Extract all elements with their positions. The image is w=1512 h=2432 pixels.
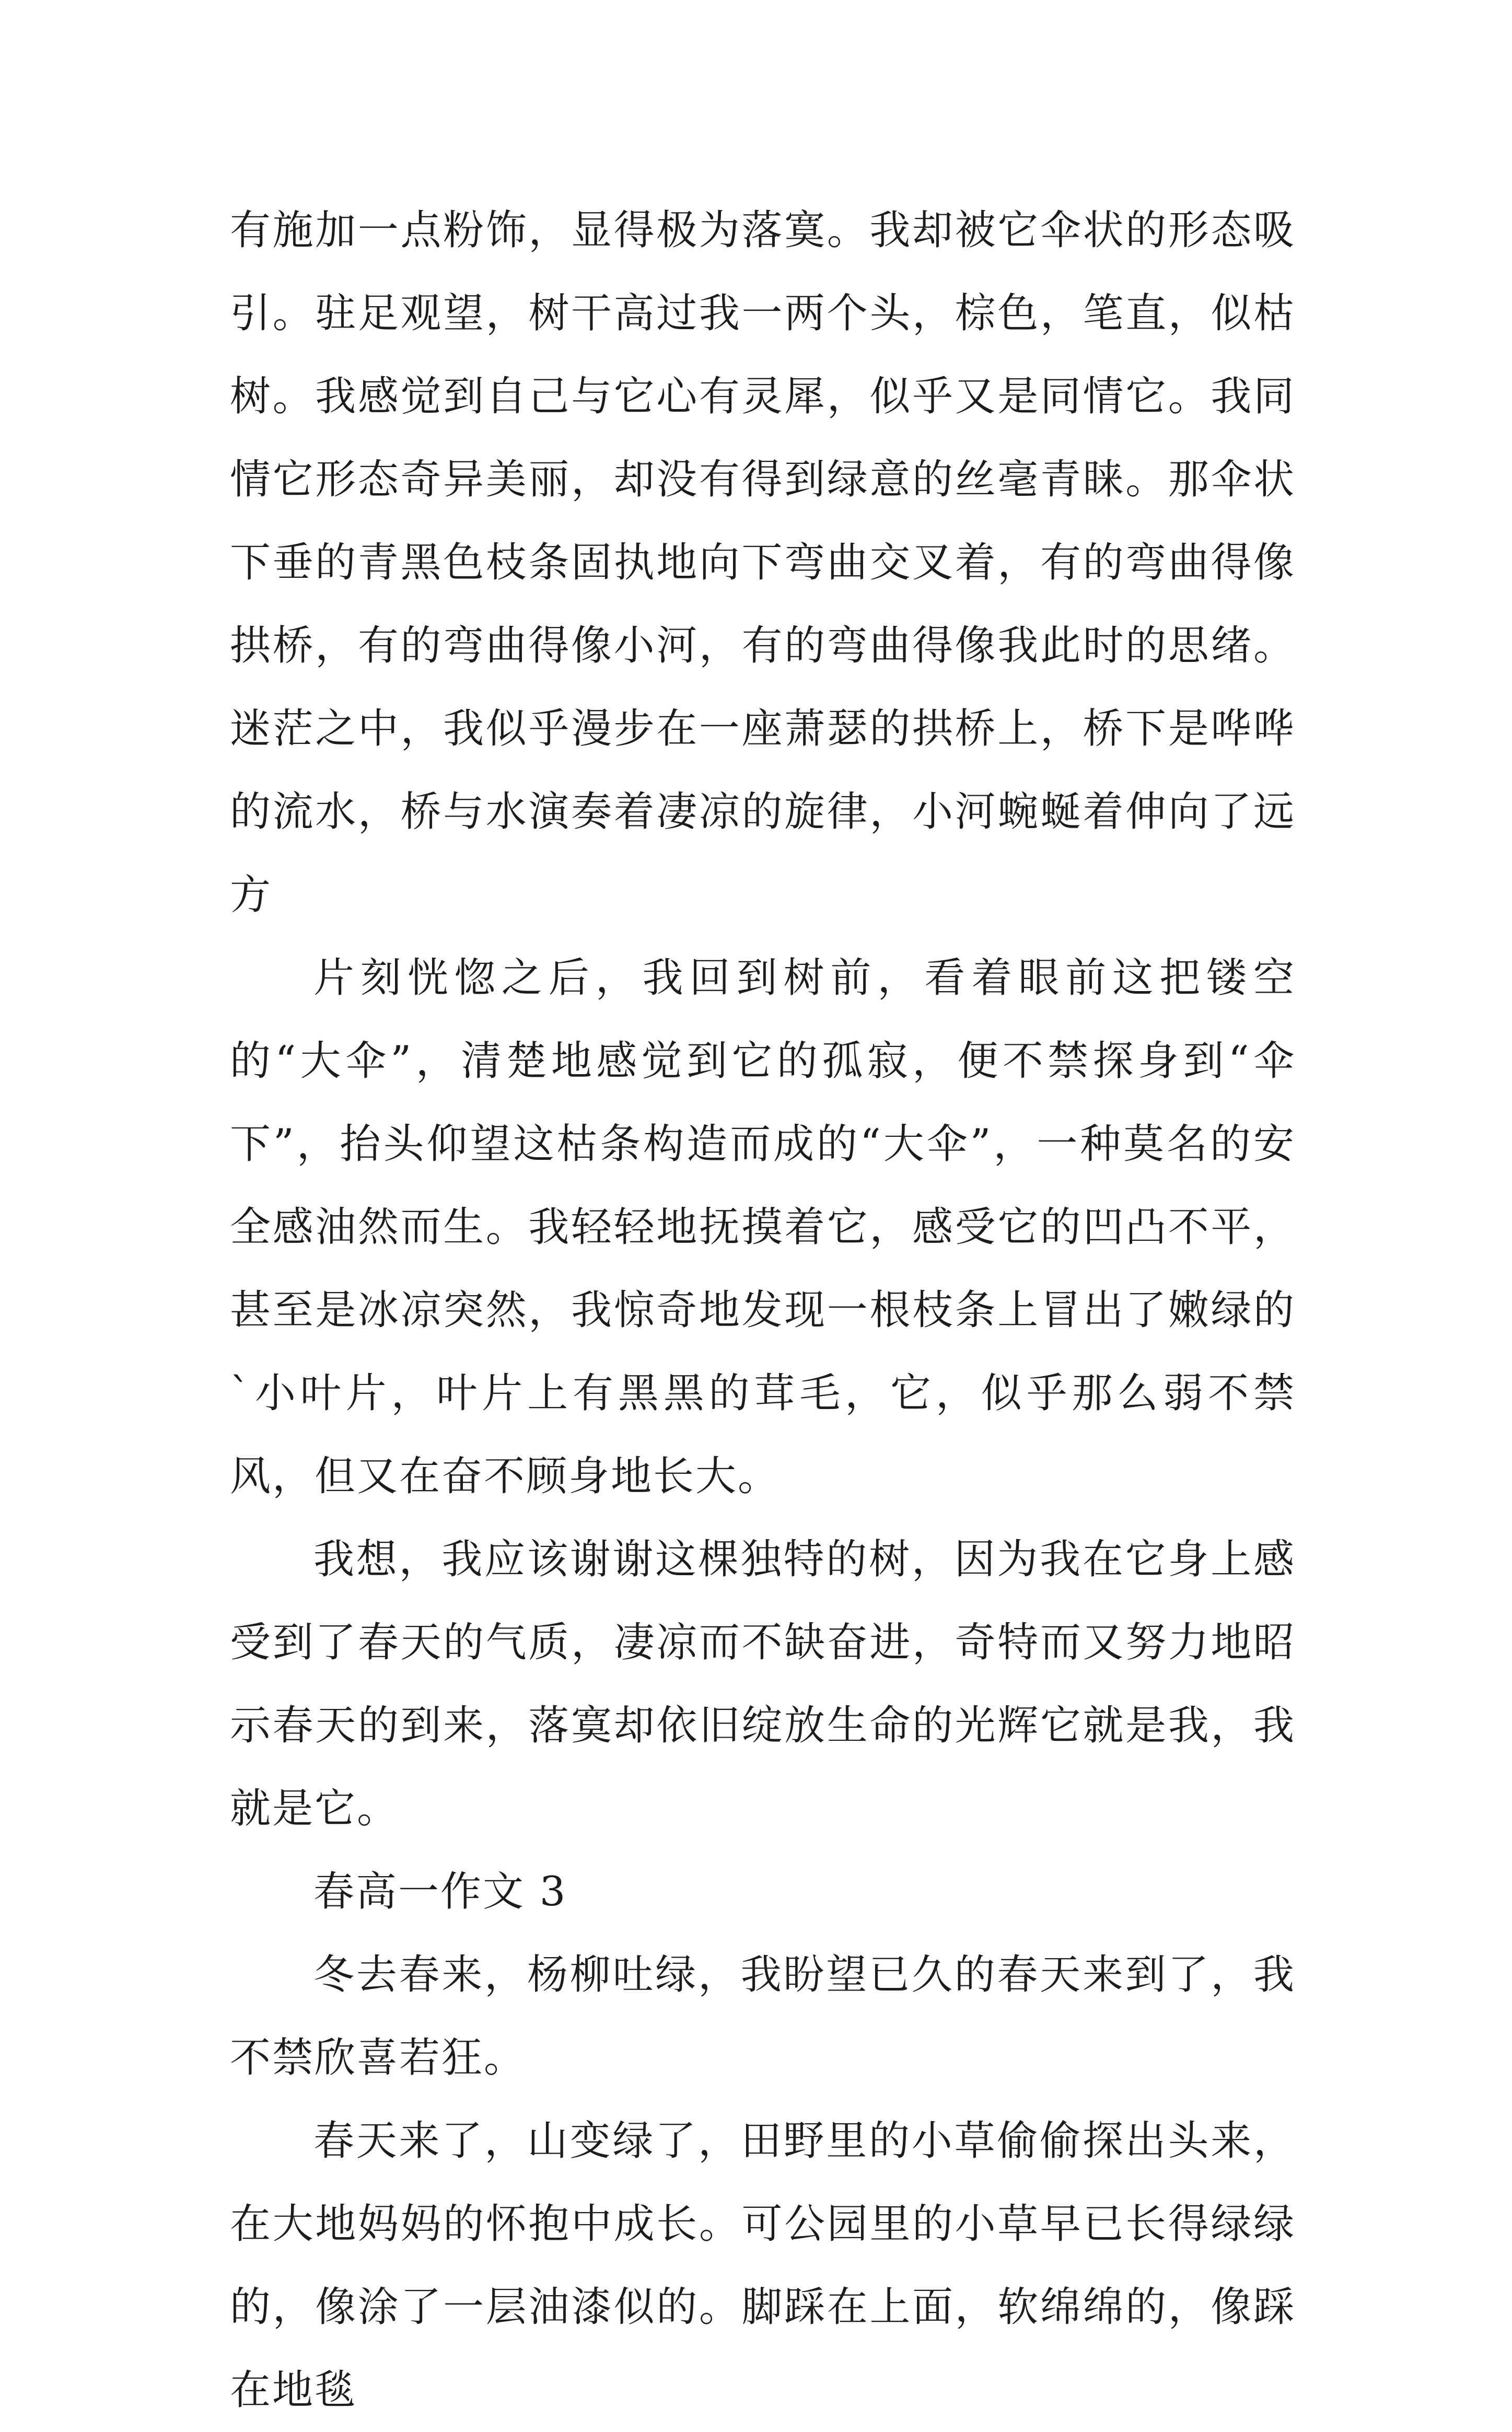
- paragraph: 片刻恍惚之后，我回到树前，看着眼前这把镂空的“大伞”，清楚地感觉到它的孤寂，便不禁探身到“伞下”，抬头仰望这枯条构造而成的“大伞”，一种莫名的安全感油然而生。我轻轻地抚摸着它，感受它的凹凸不平，甚至是冰凉突然，我惊奇地发现一根枝条上冒出了嫩绿的`小叶片，叶片上有黑黑的茸毛，它，似乎那么弱不禁风，但又在奋不顾身地长大。: [230, 955, 1296, 1500]
- document-body: [230, 189, 1296, 2432]
- paragraph: 春天来了，山变绿了，田野里的小草偷偷探出头来，在大地妈妈的怀抱中成长。可公园里的小草早已长得绿绿的，像涂了一层油漆似的。脚踩在上面，软绵绵的，像踩在地毯: [230, 2117, 1296, 2414]
- paragraph: 冬去春来，杨柳吐绿，我盼望已久的春天来到了，我不禁欣喜若狂。: [230, 1951, 1296, 2081]
- paragraph: 我想，我应该谢谢这棵独特的树，因为我在它身上感受到了春天的气质，凄凉而不缺奋进，奇特而又努力地昭示春天的到来，落寞却依旧绽放生命的光辉它就是我，我就是它。: [230, 1536, 1296, 1832]
- section-heading: 春高一作文 3: [313, 1868, 567, 1915]
- paragraph-continued: 有施加一点粉饰，显得极为落寞。我却被它伞状的形态吸引。驻足观望，树干高过我一两个头，棕色，笔直，似枯树。我感觉到自己与它心有灵犀，似乎又是同情它。我同情它形态奇异美丽，却没有得到绿意的丝毫青睐。那伞状下垂的青黑色枝条固执地向下弯曲交叉着，有的弯曲得像拱桥，有的弯曲得像小河，有的弯曲得像我此时的思绪。迷茫之中，我似乎漫步在一座萧瑟的拱桥上，桥下是哗哗的流水，桥与水演奏着凄凉的旋律，小河蜿蜒着伸向了远方: [230, 207, 1296, 918]
